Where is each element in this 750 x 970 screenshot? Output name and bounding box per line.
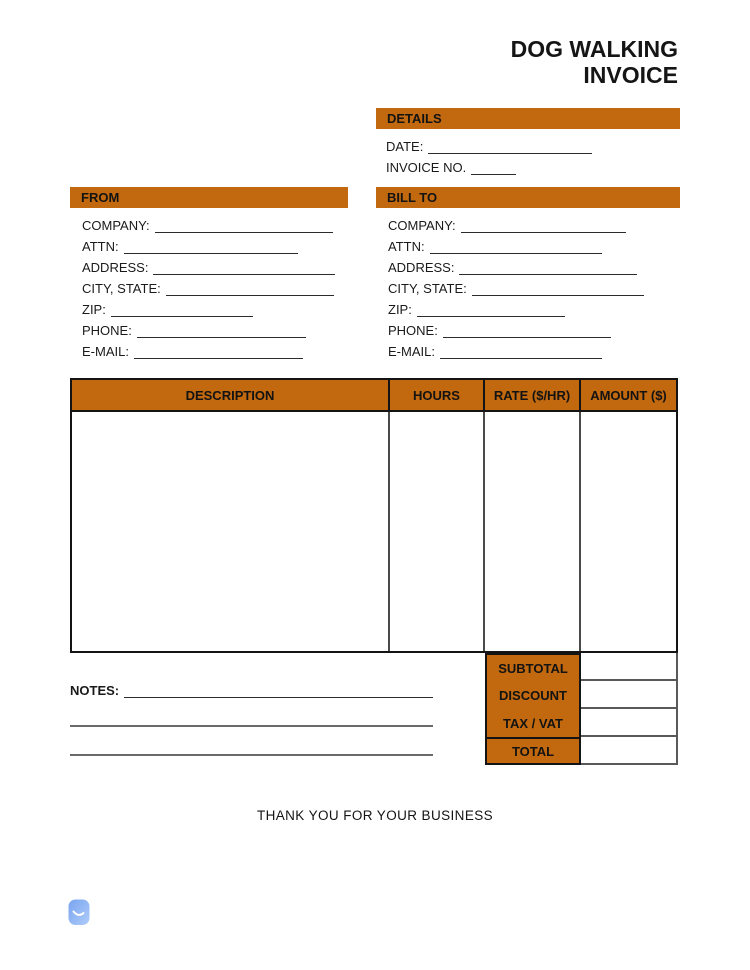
- page-title-line1: DOG WALKING: [510, 36, 678, 62]
- from-address-field: [70, 254, 348, 275]
- subtotal-value-cell[interactable]: [581, 653, 678, 681]
- from-attn-fill-line[interactable]: [124, 252, 298, 254]
- bill-to-address-label: ADDRESS:: [388, 260, 455, 275]
- notes-label: NOTES:: [70, 683, 120, 698]
- from-address-fill-line[interactable]: [153, 273, 335, 275]
- bill-to-phone-field: [376, 317, 680, 338]
- rate-cell[interactable]: [485, 412, 581, 651]
- bill-to-email-fill-line[interactable]: [440, 357, 602, 359]
- bill-to-phone-fill-line[interactable]: [443, 336, 611, 338]
- from-city-state-fill-line[interactable]: [166, 294, 334, 296]
- from-phone-field: [70, 317, 348, 338]
- tax-vat-label: TAX / VAT: [485, 709, 581, 737]
- bill-to-zip-field: [376, 296, 680, 317]
- description-cell[interactable]: [72, 412, 390, 651]
- from-header: FROM: [70, 187, 348, 208]
- discount-label: DISCOUNT: [485, 681, 581, 709]
- subtotal-row: [485, 653, 678, 681]
- details-header: DETAILS: [376, 108, 680, 129]
- bill-to-attn-fill-line[interactable]: [430, 252, 602, 254]
- items-table: [70, 378, 678, 653]
- column-header-amount: AMOUNT ($): [590, 387, 667, 403]
- from-company-fill-line[interactable]: [155, 231, 333, 233]
- bill-to-email-label: E-MAIL:: [388, 344, 435, 359]
- bill-to-attn-field: [376, 233, 680, 254]
- date-fill-line[interactable]: [428, 152, 592, 154]
- from-zip-fill-line[interactable]: [111, 315, 253, 317]
- from-attn-label: ATTN:: [82, 239, 119, 254]
- from-email-fill-line[interactable]: [134, 357, 303, 359]
- total-label: TOTAL: [485, 737, 581, 765]
- thank-you-text: THANK YOU FOR YOUR BUSINESS: [256, 808, 494, 823]
- from-address-label: ADDRESS:: [82, 260, 149, 275]
- page-title-line2: INVOICE: [583, 62, 678, 88]
- totals-table: [485, 653, 678, 765]
- notes-field: [70, 683, 433, 698]
- from-company-field: [70, 212, 348, 233]
- bill-to-section: [376, 187, 680, 359]
- bill-to-address-field: [376, 254, 680, 275]
- bill-to-address-fill-line[interactable]: [459, 273, 637, 275]
- bill-to-city-state-label: CITY, STATE:: [388, 281, 467, 296]
- bill-to-company-field: [376, 212, 680, 233]
- from-phone-label: PHONE:: [82, 323, 132, 338]
- date-field: [376, 133, 680, 154]
- bill-to-header: BILL TO: [376, 187, 680, 208]
- from-city-state-label: CITY, STATE:: [82, 281, 161, 296]
- items-table-header: [70, 378, 678, 412]
- notes-fill-line-2[interactable]: [70, 725, 433, 727]
- tax-vat-value-cell[interactable]: [581, 709, 678, 737]
- from-section: [70, 187, 348, 359]
- invoice-no-label: INVOICE NO.: [386, 160, 467, 175]
- from-email-field: [70, 338, 348, 359]
- from-email-label: E-MAIL:: [82, 344, 129, 359]
- discount-value-cell[interactable]: [581, 681, 678, 709]
- notes-fill-line-1[interactable]: [124, 696, 433, 698]
- details-section: [376, 108, 680, 175]
- amount-cell[interactable]: [581, 412, 676, 651]
- hours-cell[interactable]: [390, 412, 485, 651]
- total-row: [485, 737, 678, 765]
- subtotal-label: SUBTOTAL: [485, 653, 581, 681]
- bill-to-zip-label: ZIP:: [388, 302, 412, 317]
- bill-to-email-field: [376, 338, 680, 359]
- smile-logo-icon: [68, 899, 90, 926]
- page-title: [511, 36, 678, 88]
- invoice-no-field: [376, 154, 680, 175]
- from-zip-label: ZIP:: [82, 302, 106, 317]
- notes-section: [70, 683, 433, 756]
- date-label: DATE:: [386, 139, 424, 154]
- discount-row: [485, 681, 678, 709]
- notes-fill-line-3[interactable]: [70, 754, 433, 756]
- from-phone-fill-line[interactable]: [137, 336, 306, 338]
- column-header-rate: RATE ($/HR): [485, 380, 581, 410]
- bill-to-phone-label: PHONE:: [388, 323, 438, 338]
- bill-to-zip-fill-line[interactable]: [417, 315, 565, 317]
- invoice-no-fill-line[interactable]: [471, 173, 516, 175]
- bill-to-city-state-fill-line[interactable]: [472, 294, 644, 296]
- from-attn-field: [70, 233, 348, 254]
- from-city-state-field: [70, 275, 348, 296]
- tax-vat-row: [485, 709, 678, 737]
- from-company-label: COMPANY:: [82, 218, 150, 233]
- bill-to-city-state-field: [376, 275, 680, 296]
- column-header-description: DESCRIPTION: [72, 380, 390, 410]
- column-header-hours: HOURS: [390, 380, 485, 410]
- items-table-body: [70, 412, 678, 653]
- bill-to-attn-label: ATTN:: [388, 239, 425, 254]
- bill-to-company-fill-line[interactable]: [461, 231, 626, 233]
- total-value-cell[interactable]: [581, 737, 678, 765]
- from-zip-field: [70, 296, 348, 317]
- bill-to-company-label: COMPANY:: [388, 218, 456, 233]
